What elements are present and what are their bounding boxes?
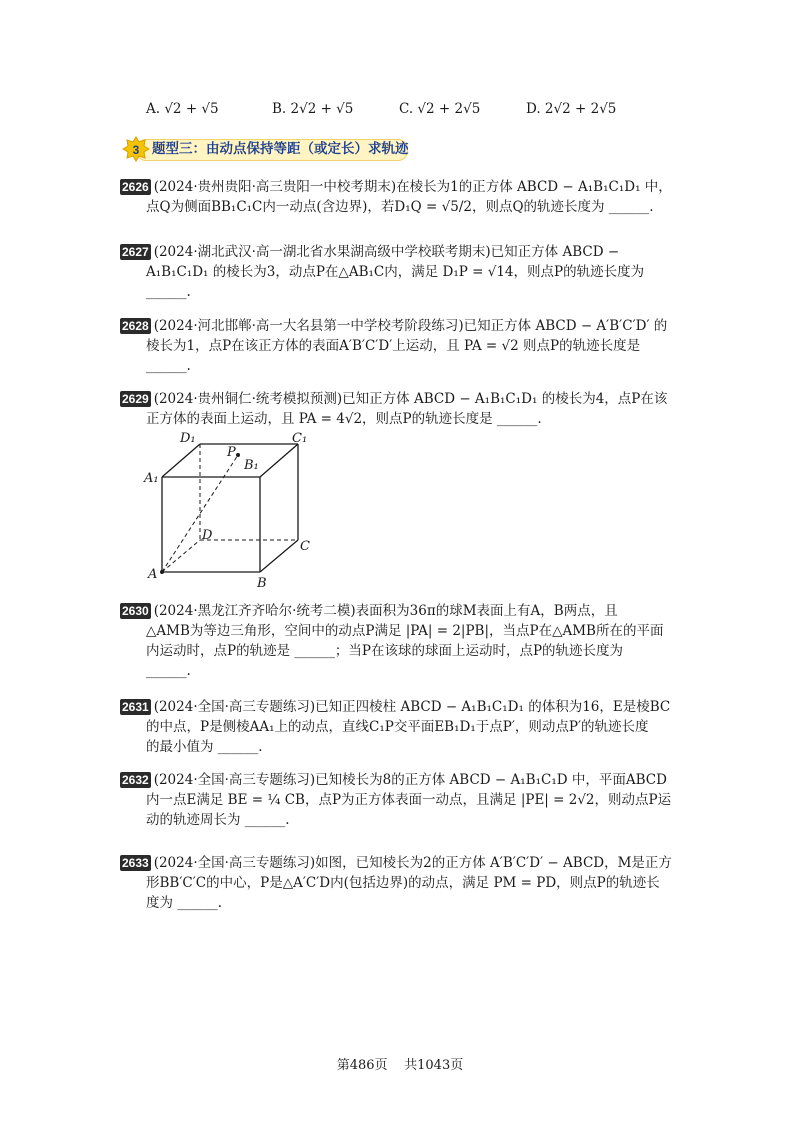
question-text: (2024·全国·高三专题练习)已知棱长为8的正方体 ABCD − A₁B₁C₁D 中，平面ABCD	[153, 772, 667, 788]
label-b: B	[257, 576, 267, 591]
label-a1: A₁	[144, 471, 159, 486]
label-a: A	[148, 567, 158, 582]
question-number: 2627	[122, 245, 149, 259]
question-2629	[120, 389, 680, 429]
label-d: D	[202, 528, 213, 543]
question-text: (2024·湖北武汉·高一湖北省水果湖高级中学校联考期末)已知正方体 ABCD −	[153, 244, 620, 260]
question-number: 2626	[122, 180, 149, 194]
option-d: D. 2√2 + 2√5	[526, 101, 617, 117]
question-number: 2629	[122, 392, 149, 406]
option-c: C. √2 + 2√5	[399, 101, 481, 117]
label-c: C	[300, 539, 310, 554]
label-c1: C₁	[292, 432, 308, 446]
section-banner	[122, 136, 412, 162]
label-d1: D₁	[180, 432, 196, 446]
section-badge-icon	[122, 136, 150, 162]
question-text: (2024·贵州铜仁·统考模拟预测)已知正方体 ABCD − A₁B₁C₁D₁ 的棱长为4，点P在该	[153, 391, 668, 407]
question-2626	[120, 177, 680, 217]
question-text: (2024·河北邯郸·高一大名县第一中学校考阶段练习)已知正方体 ABCD − A′B′C′D′ 的	[153, 318, 668, 334]
question-text: 动的轨迹周长为 ______.	[146, 812, 290, 828]
point-p	[236, 453, 240, 457]
question-text: △AMB为等边三角形，空间中的动点P满足 |PA| = 2|PB|，当点P在△AMB所在的平面	[146, 623, 664, 639]
label-p: P	[227, 445, 236, 460]
page-number: 第486页	[336, 1058, 388, 1073]
question-text: ______.	[146, 358, 191, 374]
question-number: 2632	[122, 773, 149, 787]
question-2632	[120, 770, 680, 830]
question-text: ______.	[146, 284, 191, 300]
question-2630	[120, 601, 680, 681]
page-footer	[0, 1054, 800, 1073]
option-b: B. 2√2 + √5	[272, 101, 354, 117]
question-2633	[120, 853, 680, 913]
question-text: 内运动时，点P的轨迹是 ______；当P在该球的球面上运动时，点P的轨迹长度为	[146, 643, 624, 659]
option-a: A. √2 + √5	[146, 101, 219, 117]
question-text: 形BB′C′C的中心，P是△A′C′D内(包括边界)的动点，满足 PM = PD，则点P的轨迹长	[146, 875, 660, 891]
question-number: 2633	[122, 856, 149, 870]
question-2628	[120, 316, 680, 376]
question-text: ______.	[146, 663, 191, 679]
question-text: (2024·贵州贵阳·高三贵阳一中校考期末)在棱长为1的正方体 ABCD − A₁B₁C₁D₁ 中，	[153, 179, 672, 195]
point-a	[160, 570, 164, 574]
question-text: (2024·全国·高三专题练习)如图，已知棱长为2的正方体 A′B′C′D′ − ABCD，M是正方	[153, 855, 672, 871]
question-2627	[120, 242, 680, 302]
question-text: 点Q为侧面BB₁C₁C内一动点(含边界)，若D₁Q = √5/2，则点Q的轨迹长度为 ______.	[146, 199, 654, 215]
question-text: 的最小值为 ______.	[146, 739, 263, 755]
question-text: (2024·黑龙江齐齐哈尔·统考二模)表面积为36π的球M表面上有A，B两点，且	[153, 603, 618, 619]
question-text: 内一点E满足 BE = ¼ CB，点P为正方体表面一动点，且满足 |PE| = 2√2，则动点P运	[146, 792, 672, 808]
question-text: 正方体的表面上运动，且 PA = 4√2，则点P的轨迹长度是 ______.	[146, 411, 542, 427]
question-number: 2630	[122, 604, 149, 618]
question-text: 度为 ______.	[146, 895, 223, 911]
question-text: (2024·全国·高三专题练习)已知正四棱柱 ABCD − A₁B₁C₁D₁ 的体积为16，E是棱BC	[153, 699, 671, 715]
cube-figure	[140, 432, 325, 592]
label-b1: B₁	[244, 458, 259, 473]
question-number: 2631	[122, 700, 149, 714]
question-2631	[120, 697, 680, 757]
question-text: 的中点，P是侧棱AA₁上的动点，直线C₁P交平面EB₁D₁于点P′，则动点P′的轨迹长度	[146, 719, 649, 735]
total-pages: 共1043页	[404, 1058, 464, 1073]
section-number: 3	[132, 143, 140, 157]
question-number: 2628	[122, 319, 149, 333]
question-text: A₁B₁C₁D₁ 的棱长为3，动点P在△AB₁C内，满足 D₁P = √14，则点P的轨迹长度为	[146, 264, 645, 280]
section-title: 题型三：由动点保持等距（或定长）求轨迹	[152, 141, 409, 157]
question-text: 棱长为1，点P在该正方体的表面A′B′C′D′上运动，且 PA = √2 则点P的轨迹长度是	[146, 338, 641, 354]
